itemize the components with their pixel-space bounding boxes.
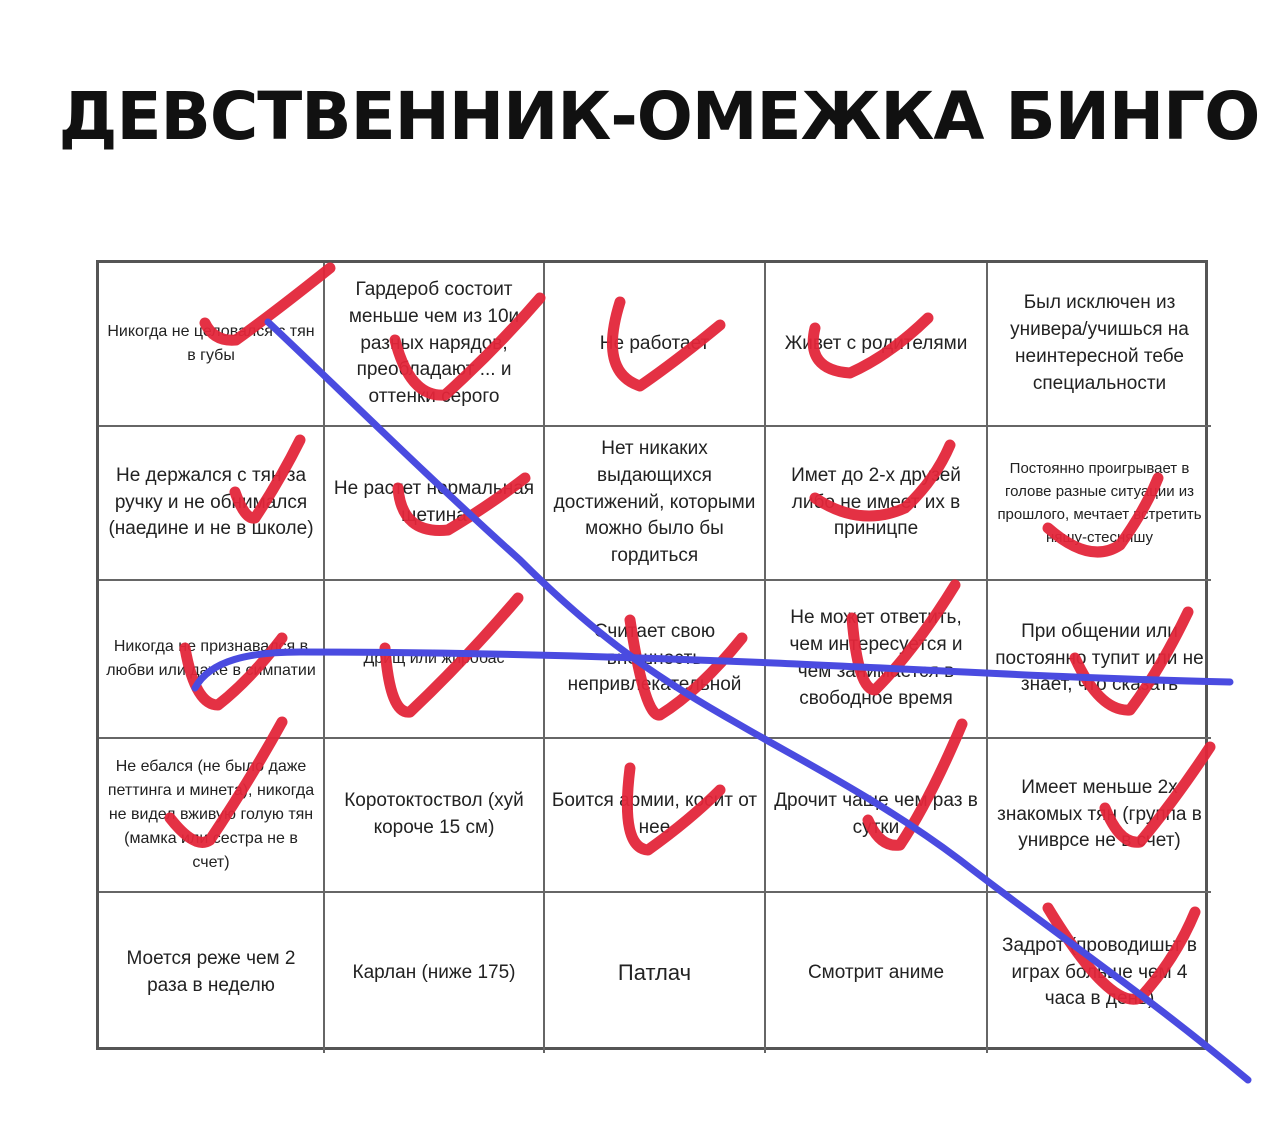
bingo-cell [988,263,1211,427]
cell-text: Имеет меньше 2х знакомых тян (группа в униврсе не в счет) [997,776,1202,852]
cell-text: Патлач [617,960,692,986]
bingo-cell [545,581,766,739]
bingo-cell [325,739,545,893]
bingo-cell [988,893,1211,1053]
bingo-cell [545,263,766,427]
bingo-cell [325,893,545,1053]
cell-text: Не ебался (не было даже петтинга и минета), никогда не видел вживую голую тян (мамка или сестра не в счет) [107,758,315,871]
cell-text: Карлан (ниже 175) [352,961,516,983]
cell-text: Задрот (проводишьт в играх больше чем 4 часа в день) [1001,934,1198,1010]
bingo-cell [325,581,545,739]
cell-text: Гардероб состоит меньше чем из 10и разных нарядов, преобладают ... и оттенки серого [348,278,520,408]
bingo-cell [99,263,325,427]
cell-text: Никогда не признавался в любви или даже в симпатии [106,638,316,679]
cell-text: Был исключен из универа/учишься на неинтересной тебе специальности [1010,292,1189,394]
bingo-cell [99,427,325,581]
bingo-cell [988,581,1211,739]
cell-text: Боится армии, косит от нее [551,790,758,838]
cell-text: Не работает [599,332,710,354]
bingo-cell [988,739,1211,893]
cell-text: Дрищ или жиробас [363,650,505,667]
bingo-cell [545,893,766,1053]
cell-text: Не может ответить, чем интересуется и чем занимается в свободное время [789,607,963,709]
cell-text: При общении или постоянно тупит или не знает, что сказать [995,620,1204,696]
cell-text: Не растет нормальная щетина [333,478,535,526]
bingo-cell [988,427,1211,581]
bingo-cell [766,263,988,427]
bingo-cell [766,581,988,739]
cell-text: Никогда не целовался с тян в губы [107,323,315,364]
cell-text: Имет до 2-х друзей либо не имеет их в приницпе [791,464,961,540]
cell-text: Живет с родителями [784,332,968,354]
bingo-cell [325,427,545,581]
bingo-cell [766,739,988,893]
bingo-cell [545,739,766,893]
bingo-cell [99,739,325,893]
bingo-cell [545,427,766,581]
cell-text: Смотрит аниме [807,961,945,983]
bingo-cell [99,581,325,739]
bingo-cell [325,263,545,427]
cell-text: Моется реже чем 2 раза в неделю [126,948,296,996]
cell-text: Постоянно проигрывает в голове разные ситуации из прошлого, мечтает встретить няшу-стесняшу [997,459,1202,547]
cell-text: Коротоктоствол (хуй короче 15 см) [344,790,524,838]
bingo-cell [766,893,988,1053]
bingo-grid [96,260,1208,1050]
cell-text: Не держался с тян за ручку и не обнимался (наедине и не в школе) [108,464,314,540]
bingo-cell [99,893,325,1053]
cell-text: Нет никаких выдающихся достижений, которыми можно было бы гордиться [553,437,756,567]
bingo-title: ДЕВСТВЕННИК-ОМЕЖКА БИНГО [58,78,1260,155]
cell-text: Дрочит чаще чем раз в сутки [774,790,978,838]
bingo-cell [766,427,988,581]
cell-text: Считает свою внешность непривлекательной [567,620,742,696]
